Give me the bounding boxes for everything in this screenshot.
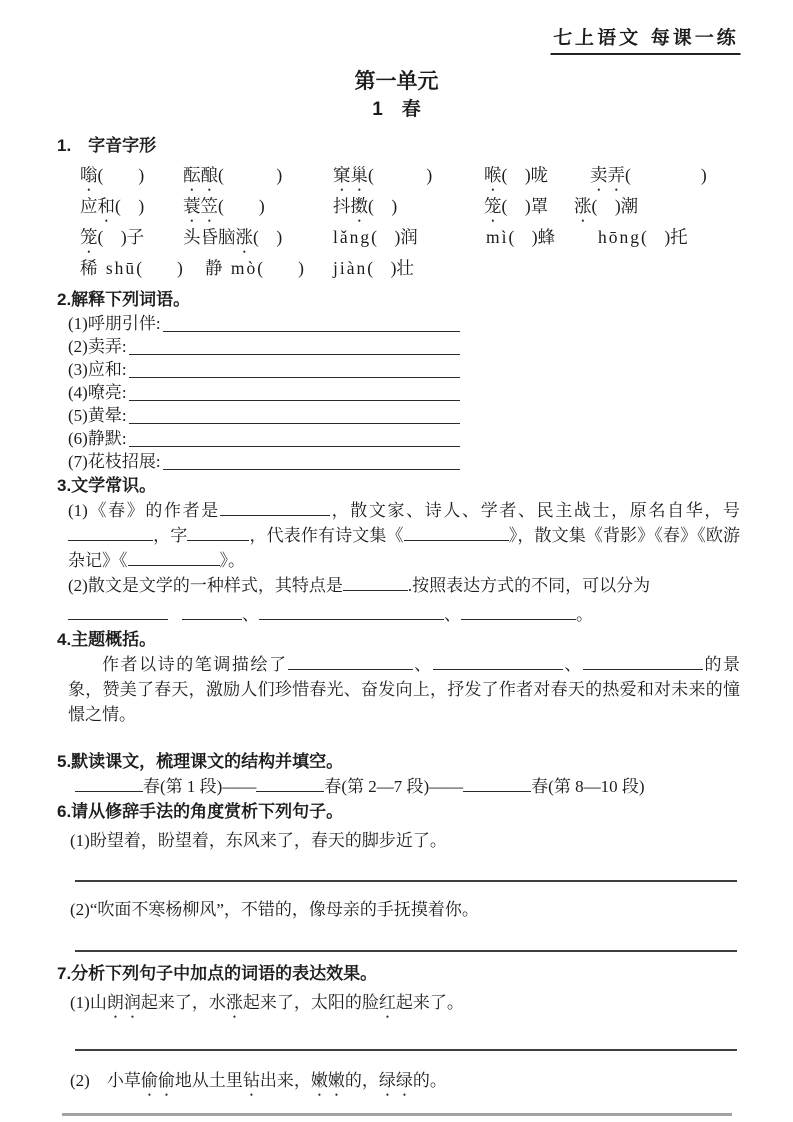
q4-paragraph: 作者以诗的笔调描绘了 、 、 的景象，赞美了春天，激励人们珍惜春光、奋发向上，抒发了作者对春天的热爱和对未来的憧憬之情。: [68, 655, 740, 724]
answer-blank: [75, 775, 143, 792]
word-item: 静 mò( ): [205, 258, 304, 278]
word-item: mì( )蜂: [486, 227, 556, 247]
word-item: jiàn( )壮: [333, 258, 414, 278]
word-item: 酝酿( ): [183, 165, 283, 185]
answer-blank: [461, 603, 576, 620]
q1-row-1: [0, 163, 793, 194]
word-item: 涨( )潮: [574, 196, 639, 216]
q2-item-label: (3)应和:: [68, 360, 127, 379]
answer-blank: [128, 549, 220, 566]
answer-line: [75, 880, 737, 882]
q7-item-1: (1)山朗润起来了，水涨起来了，太阳的脸红起来了。: [70, 993, 464, 1012]
word-item: 应和( ): [80, 196, 145, 216]
word-item: 卖弄( ): [590, 165, 707, 185]
footer-divider: [62, 1113, 732, 1116]
q2-item: [68, 358, 460, 381]
q5-structure-line: 春(第 1 段)—— 春(第 2—7 段)—— 春(第 8—10 段): [75, 774, 793, 799]
q1-row-2: [0, 194, 793, 225]
answer-blank: [220, 499, 330, 516]
q3-blank-line: 、 、 。: [68, 602, 740, 627]
answer-line: [75, 950, 737, 952]
word-item: 窠巢( ): [333, 165, 433, 185]
answer-blank: [129, 381, 460, 401]
word-item: 稀 shū( ): [80, 258, 183, 278]
answer-blank: [583, 653, 703, 670]
answer-blank: [163, 450, 460, 470]
q2-item-label: (7)花枝招展:: [68, 452, 161, 471]
answer-blank: [433, 653, 563, 670]
q2-item: [68, 312, 460, 335]
lesson-title: 1 春: [372, 99, 421, 120]
q2-item: [68, 335, 460, 358]
q7-item-2: (2) 小草偷偷地从土里钻出来，嫩嫩的，绿绿的。: [70, 1071, 447, 1090]
answer-blank: [129, 404, 460, 424]
answer-blank: [163, 312, 460, 332]
q2-heading: 2.解释下列词语。: [57, 290, 191, 309]
word-item: 蓑笠( ): [183, 196, 265, 216]
answer-blank: [288, 653, 413, 670]
q2-item-label: (1)呼朋引伴:: [68, 314, 161, 333]
answer-blank: [404, 524, 509, 541]
q1-heading: 1. 字音字形: [57, 136, 157, 155]
answer-blank: [68, 603, 168, 620]
q2-item-label: (5)黄晕:: [68, 406, 127, 425]
header-banner: 七上语文 每课一练: [551, 26, 742, 55]
q1-row-4: [0, 256, 793, 287]
answer-blank: [182, 603, 242, 620]
word-item: lǎng( )润: [333, 227, 418, 247]
q6-item-1: (1)盼望着，盼望着，东风来了，春天的脚步近了。: [70, 831, 447, 850]
answer-blank: [463, 775, 531, 792]
q2-item: [68, 427, 460, 450]
word-item: 喉( )咙: [484, 165, 549, 185]
q2-item-label: (6)静默:: [68, 429, 127, 448]
word-item: 笼( )罩: [484, 196, 549, 216]
answer-blank: [129, 427, 460, 447]
q5-heading: 5.默读课文，梳理课文的结构并填空。: [57, 752, 344, 771]
answer-line: [75, 1049, 737, 1051]
q7-heading: 7.分析下列句子中加点的词语的表达效果。: [57, 964, 378, 983]
q3-paragraph-2: (2)散文是文学的一种样式，其特点是 .按照表达方式的不同，可以分为: [68, 576, 651, 595]
q6-heading: 6.请从修辞手法的角度赏析下列句子。: [57, 802, 344, 821]
q1-row-3: [0, 225, 793, 256]
unit-title: 第一单元: [354, 70, 439, 93]
q2-item-label: (4)嘹亮:: [68, 383, 127, 402]
q4-heading: 4.主题概括。: [57, 630, 157, 649]
answer-blank: [129, 358, 460, 378]
header: [0, 0, 793, 55]
q3-paragraph-1: (1)《春》的作者是 ，散文家、诗人、学者、民主战士，原名自华，号，字 ，代表作有诗文集《 》，散文集《背影》《春》《欧游杂记》《 》。: [68, 501, 740, 570]
answer-blank: [187, 524, 249, 541]
q3-heading: 3.文学常识。: [57, 476, 157, 495]
word-item: 嗡( ): [80, 165, 145, 185]
word-item: 头昏脑涨( ): [183, 227, 283, 247]
q2-item: [68, 404, 460, 427]
q2-item-label: (2)卖弄:: [68, 337, 127, 356]
q2-item: [68, 381, 460, 404]
answer-blank: [129, 335, 460, 355]
word-item: 笼( )子: [80, 227, 145, 247]
word-item: hōng( )托: [598, 227, 688, 247]
q6-item-2: (2)“吹面不寒杨柳风”，不错的，像母亲的手抚摸着你。: [70, 900, 479, 919]
answer-blank: [343, 574, 408, 591]
word-item: 抖擞( ): [333, 196, 398, 216]
q2-item: [68, 450, 460, 473]
answer-blank: [68, 524, 153, 541]
answer-blank: [256, 775, 324, 792]
answer-blank: [259, 603, 444, 620]
